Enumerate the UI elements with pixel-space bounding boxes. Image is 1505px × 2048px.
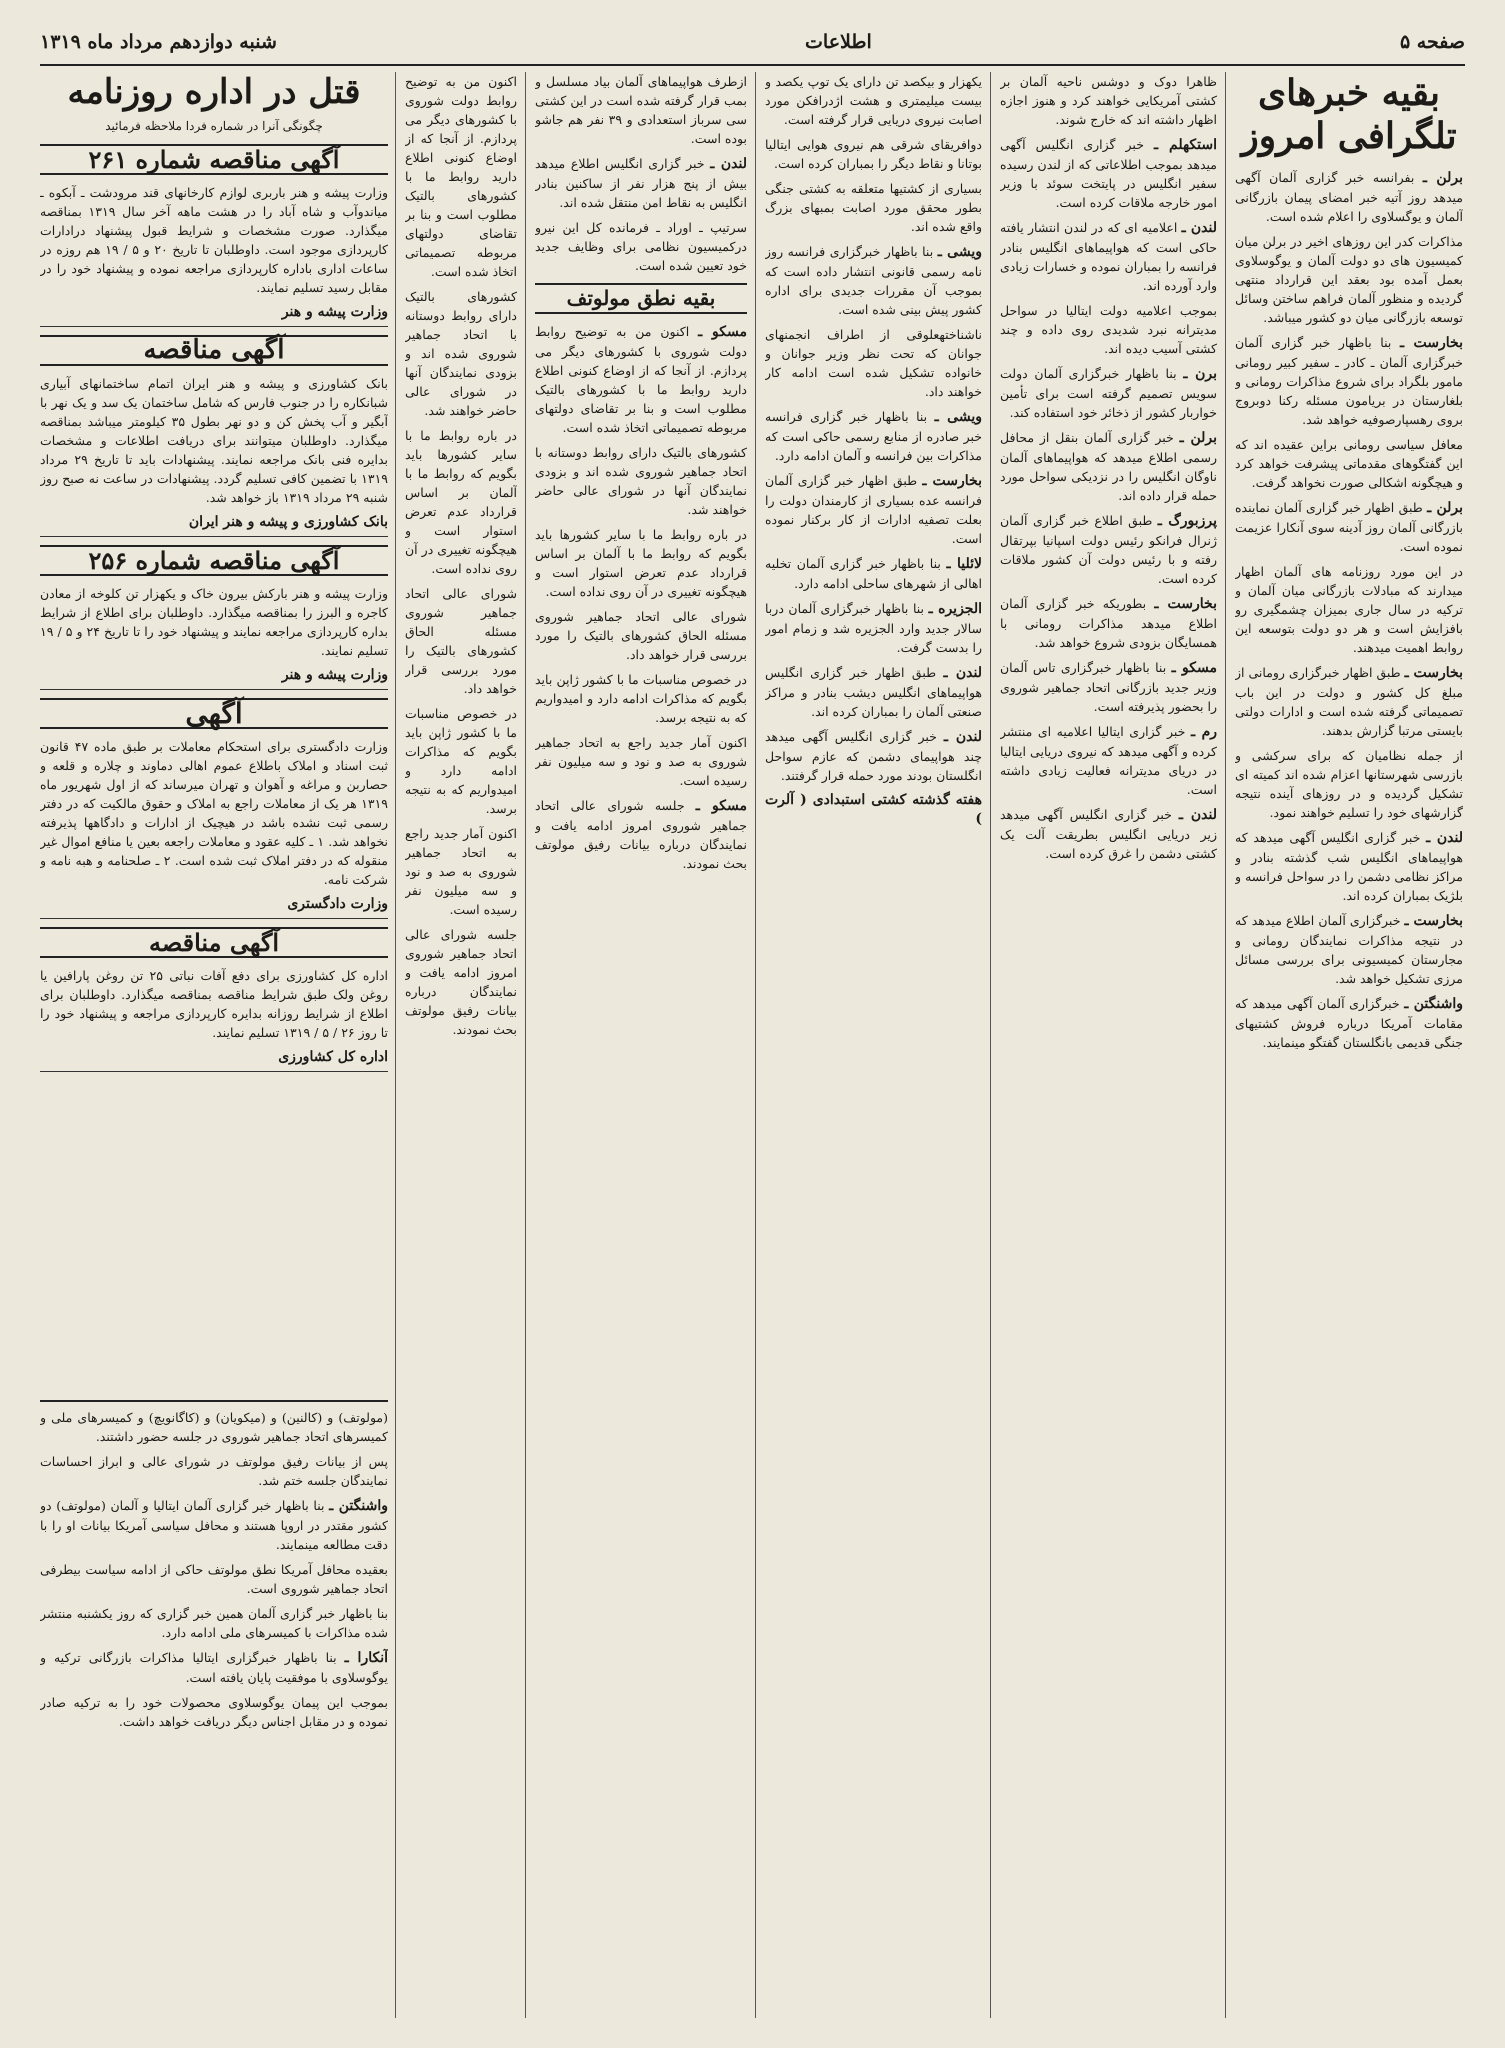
news-item (1235, 746, 1463, 822)
headline-telegraph: بقیه خبرهای تلگرافی امروز (1241, 72, 1457, 158)
news-item (40, 1693, 388, 1731)
news-dateline: مسکو ـ (698, 324, 747, 340)
news-text: کشورهای بالتیک دارای روابط دوستانه با اتحاد جماهیر شوروی شده اند و بزودی نمایندگان آنها در شورای عالی حاضر خواهند شد. (535, 445, 747, 517)
ad5-signature: اداره کل کشاورزی (40, 1048, 388, 1072)
news-text: خبر گزاری ایتالیا اعلامیه ای منتشر کرده و آگهی میدهد که نیروی دریایی ایتالیا در دریای مدیترانه فعالیت زیادی داشته است. (1000, 724, 1217, 797)
news-item (765, 135, 982, 173)
news-dateline: لندن ـ (943, 665, 982, 681)
headline-subtitle: چگونگی آنرا در شماره فردا ملاحظه فرمائید (105, 118, 323, 133)
news-text: بطوریکه خبر گزاری آلمان اطلاع میدهد مذاکرات رومانی با همسایگان بزودی شروع خواهد شد. (1000, 596, 1217, 650)
news-text: طبق اظهار خبر گزاری انگلیس هواپیماهای انگلیس دیشب بنادر و مراکز صنعتی آلمان را بمباران کرده اند. (765, 665, 982, 719)
news-item (405, 287, 517, 420)
column-rule (395, 72, 396, 2018)
news-dateline: استکهلم ـ (1153, 137, 1217, 153)
news-dateline: مسکو ـ (1171, 660, 1217, 676)
ad4-signature: وزارت دادگستری (40, 895, 388, 919)
news-item (765, 599, 982, 657)
news-dateline: لندن ـ (1426, 830, 1463, 847)
news-text: ناشناختهعلوقی از اطراف انجمنهای جوانان که تحت نظر وزیر جوانان و خانواده تشکیل شده است ادامه کار خواهند داد. (765, 327, 982, 399)
news-dateline: لندن ـ (943, 729, 982, 745)
news-text: بسیاری از کشتیها متعلقه به کشتی جنگی بطور محقق مورد اصابت بمبهای بزرگ واقع شده اند. (765, 181, 982, 234)
ad5-body: اداره کل کشاورزی برای دفع آفات نباتی ۲۵ تن روغن پارافین یا روغن ولک طبق شرایط مناقصه بمناقصه میگذارد. داوطلبان برای اطلاع از شرایط روزانه بدایره کارپردازی مراجعه و پیشنهاد خود را تا روز ۲۶ / ۵ / ۱۳۱۹ تسلیم نمایند. (40, 967, 388, 1040)
column-footer: هفته گذشته کشتی استبدادی ( آلرت ) (765, 792, 982, 827)
news-item (1235, 663, 1463, 740)
column-rule (990, 72, 991, 2018)
news-text: بنا باظهار خبرگزاری فرانسه روز نامه رسمی قانونی انتشار داده است که بموجب آن مقررات جدیدی برای اداره کشور پیش بینی شده است. (765, 244, 982, 317)
news-item (1000, 594, 1217, 652)
news-text: ظاهرا دوک و دوشس ناحیه آلمان بر کشتی آمریکایی خواهند کرد و هنوز اجازه اظهار داشته اند که خارج شوند. (1000, 74, 1217, 127)
news-dateline: برن ـ (1183, 366, 1217, 382)
news-item (1235, 498, 1463, 556)
column-telegraph-news (1235, 72, 1463, 2018)
news-dateline: لائلیا ـ (946, 556, 982, 572)
news-text: بموجب این پیمان یوگوسلاوی محصولات خود را به ترکیه صادر نموده و در مقابل اجناس دیگر دریافت خواهد داشت. (40, 1695, 388, 1729)
news-text: در باره روابط ما با سایر کشورها باید بگویم که روابط ما با آلمان بر اساس قرارداد عدم تعرض استوار است و هیچگونه تغییری در آن روی نداده است. (405, 428, 517, 576)
news-item (1235, 333, 1463, 429)
ad2-title: آگهی مناقصه (40, 335, 388, 366)
news-text: اکنون آمار جدید راجع به اتحاد جماهیر شوروی به صد و نود و سه میلیون نفر رسیده است. (405, 826, 517, 917)
news-text: بنا باظهار خبرگزاری تاس آلمان وزیر جدید بازرگانی اتحاد جماهیر شوروی را بحضور پذیرفته است. (1000, 660, 1217, 714)
news-text: خبر گزاری انگلیس آگهی میدهد چند هواپیمای دشمن که عازم سواحل انگلستان بودند مورد حمله قرار گرفتند. (765, 729, 982, 783)
news-dateline: لندن ـ (1178, 807, 1217, 823)
news-dateline: برلن ـ (1427, 500, 1463, 517)
news-item (535, 607, 747, 664)
column-rule (525, 72, 526, 2018)
news-item (40, 1452, 388, 1490)
news-text: اعلامیه ای که در لندن انتشار یافته حاکی است که هواپیماهای انگلیس بنادر فرانسه را بمباران نموده و خسارات زیادی وارد آورده اند. (1000, 220, 1217, 293)
news-text: طبق اطلاع خبر گزاری آلمان ژنرال فرانکو رئیس دولت اسپانیا بپرتقال رفته و با رئیس دولت آن کشور ملاقات کرده است. (1000, 513, 1217, 586)
news-item (1235, 911, 1463, 988)
column-news-5 (40, 1400, 388, 2018)
news-item (40, 1560, 388, 1598)
news-dateline: واشنگتن ـ (329, 1498, 388, 1514)
ad1-title: آگهی مناقصه شماره ۲۶۱ (40, 144, 388, 175)
news-text: بنا باظهار خبرگزاری آلمان دولت سویس تصمیم گرفته است برای تأمین خواربار کشور از ذخائر خود استفاده کند. (1000, 366, 1217, 420)
news-text: طبق اظهار خبر گزاری آلمان فرانسه عده بسیاری از کارمندان دولت را بعلت تصفیه ادارات از کار برکنار نموده است. (765, 473, 982, 546)
news-text: طبق اظهار خبرگزاری رومانی از مبلغ کل کشور و دولت در این باب تصمیماتی گرفته شده است و ادارات دولتی بایستی مرتبا گزارش بدهند. (1235, 665, 1463, 739)
news-text: بنا باظهار خبر گزاری فرانسه خبر صادره از منابع رسمی حاکی است که مذاکرات بین فرانسه و آلمان ادامه دارد. (765, 409, 982, 463)
news-text: بنا باظهار خبر گزاری آلمان خبرگزاری آلمان ـ کادر ـ سفیر کبیر رومانی مامور بلگراد برای شروع مذاکرات رومانی و بلغارستان در بریامون مسئله رکنا دوبروج بروی رهسپارصوفیه خواهد شد. (1235, 335, 1463, 428)
news-item (1235, 435, 1463, 492)
news-text: (مولوتف) و (کالنین) و (میکویان) و (کاگانویچ) و کمیسرهای ملی و کمیسرهای اتحاد جماهیر شوروی در جلسه حضور داشتند. (40, 1410, 388, 1444)
news-text: جلسه شورای عالی اتحاد جماهیر شوروی امروز ادامه یافت و نمایندگان درباره بیانات رفیق مولوتف بحث نمودند. (405, 927, 517, 1037)
news-item (765, 554, 982, 593)
news-dateline: لندن ـ (1181, 220, 1217, 236)
news-dateline: برلن ـ (1422, 170, 1463, 187)
column-news-2 (1000, 72, 1217, 2018)
news-item (765, 242, 982, 319)
news-text: شورای عالی اتحاد جماهیر شوروی مسئله الحاق کشورهای بالتیک را مورد بررسی قرار خواهد داد. (535, 609, 747, 662)
news-item (535, 525, 747, 601)
news-text: پس از بیانات رفیق مولوتف در شورای عالی و ابراز احساسات نمایندگان جلسه ختم شد. (40, 1454, 388, 1488)
news-dateline: برلن ـ (1179, 430, 1217, 446)
newspaper-title: اطلاعات (805, 31, 872, 53)
news-item (1235, 994, 1463, 1052)
news-dateline: پرزبورگ ـ (1157, 513, 1217, 529)
news-text: بنا باظهار خبر گزاری آلمان تخلیه اهالی از شهرهای ساحلی ادامه دارد. (765, 556, 982, 591)
news-item (765, 179, 982, 236)
ad4-title: آگهی (40, 698, 388, 729)
news-item (1000, 218, 1217, 295)
news-item (405, 824, 517, 919)
news-dateline: لندن ـ (710, 156, 747, 172)
news-text: خبر گزاری انگلیس اطلاع میدهد بیش از پنج هزار نفر از ساکنین بنادر انگلیس به نقاط امن منتقل شده اند. (535, 156, 747, 210)
news-item (1000, 72, 1217, 129)
news-text: بنا باظهار خبر گزاری آلمان ایتالیا و آلمان (مولوتف) دو کشور مقتدر در اروپا هستند و محافل سیاسی آمریکا بیانات او را با دقت مطالعه مینمایند. (40, 1498, 388, 1552)
news-dateline: بخارست ـ (1154, 596, 1217, 612)
column-news-3 (765, 72, 982, 2018)
news-text: در باره روابط ما با سایر کشورها باید بگویم که روابط ما با آلمان بر اساس قرارداد عدم تعرض استوار است و هیچگونه تغییری در آن روی نداده است. (535, 527, 747, 599)
ad3-body: وزارت پیشه و هنر بارکش بیرون خاک و یکهزار تن کلوخه از معادن کاجره و البرز را بمناقصه میگذارد. داوطلبان برای اطلاع از شرایط بداره کارپردازی مراجعه نمایند و پیشنهاد خود را تا تاریخ ۲۴ و ۵ / ۱۹ تسلیم نمایند. (40, 585, 388, 658)
news-item (40, 1496, 388, 1554)
ad3-signature: وزارت پیشه و هنر (40, 666, 388, 690)
news-text: در خصوص مناسبات ما با کشور ژاپن باید بگویم که مذاکرات ادامه دارد و امیدواریم که به نتیجه برسد. (535, 672, 747, 725)
news-item (1000, 722, 1217, 799)
headline-murder: قتل در اداره روزنامه (67, 72, 361, 112)
column-news-4 (535, 72, 747, 2018)
news-item (535, 72, 747, 148)
news-item (40, 1604, 388, 1642)
news-item (405, 426, 517, 578)
issue-date: شنبه دوازدهم مرداد ماه ۱۳۱۹ (40, 31, 277, 53)
column-news-narrow (405, 72, 517, 2018)
news-dateline: ویشی ـ (937, 244, 982, 260)
news-item (405, 925, 517, 1039)
news-text: بنا باظهار خبرگزاری آلمان دربا سالار جدید وارد الجزیره شد و زمام امور را بدست گرفت. (765, 601, 982, 655)
news-dateline: بخارست ـ (1399, 335, 1463, 352)
news-item (535, 218, 747, 275)
news-item (765, 325, 982, 401)
news-text: معافل سیاسی رومانی براین عقیده اند که این گفتگوهای مقدماتی پیشرفت خواهد کرد و هیچگونه اشکالی صورت نخواهد گرفت. (1235, 437, 1463, 491)
news-item (405, 72, 517, 281)
news-dateline: مسکو ـ (695, 798, 747, 814)
news-text: خبر گزاری آلمان بنقل از محافل رسمی اطلاع میدهد که هواپیماهای آلمان ناوگان انگلیس را در نزدیکی سواحل مورد حمله قرار داده اند. (1000, 430, 1217, 503)
news-item (1000, 135, 1217, 212)
news-item (765, 407, 982, 465)
news-dateline: رم ـ (1191, 724, 1217, 740)
news-item (1000, 428, 1217, 505)
news-text: در خصوص مناسبات ما با کشور ژاپن باید بگویم که مذاکرات ادامه دارد و امیدواریم که به نتیجه برسد. (405, 706, 517, 816)
column-rule (1225, 72, 1226, 2018)
news-text: یکهزار و بیکصد تن دارای یک توپ یکصد و بیست میلیمتری و هشت اژدرافکن مورد اصابت نیروی دریایی قرار گرفته است. (765, 74, 982, 127)
ad4-body: وزارت دادگستری برای استحکام معاملات بر طبق ماده ۴۷ قانون ثبت اسناد و املاک باطلاع عموم اهالی دماوند و چلاره و قلعه و حصاربن و مراغه و آهوان و تهران میرساند که از اول شهریور ماه ۱۳۱۹ هر یک از معاملات راجع به املاک و حقوق مالکیت که در دفتر رسمی ثبت نشده باشد در هیچیک از ادارات و دادگاهها پذیرفته نخواهد شد. ۱ ـ کلیه عقود و معاملات راجعه بعین یا منافع اموال غیر منقوله که در دفتر املاک ثبت شده است. ۲ ـ صلحنامه و هبه نامه و شرکت نامه. (40, 738, 388, 887)
news-text: خبر گزاری انگلیس آگهی میدهد زیر دریایی انگلیس بطریقت آلت یک کشتی دشمن را غرق کرده است. (1000, 807, 1217, 861)
news-item (1000, 301, 1217, 358)
ad3-title: آگهی مناقصه شماره ۲۵۶ (40, 545, 388, 576)
news-dateline: الجزیره ـ (928, 601, 982, 617)
ad1-signature: وزارت پیشه و هنر (40, 303, 388, 327)
news-item (765, 72, 982, 129)
news-text: اکنون من به توضیح روابط دولت شوروی با کشورهای دیگر می پردازم. از آنجا که از اوضاع کنونی اطلاع دارید روابط ما با کشورهای بالتیک مطلوب است و بنا بر تقاضای دولتهای مربوطه تصمیماتی اتخاذ شده است. (405, 74, 517, 279)
news-item (535, 443, 747, 519)
news-item (1235, 562, 1463, 657)
news-text: خبر گزاری انگلیس آگهی میدهد بموجب اطلاعاتی که از لندن رسیده سفیر انگلیس در پایتخت سوئد با وزیر امور خارجه ملاقات کرده است. (1000, 137, 1217, 210)
news-item (535, 670, 747, 727)
news-text: ازطرف هواپیماهای آلمان بیاد مسلسل و بمب قرار گرفته شده است در این کشتی سی سرباز استعدادی و ۳۹ نفر هم جاشو بوده است. (535, 74, 747, 146)
news-text: بموجب اعلامیه دولت ایتالیا در سواحل مدیترانه نبرد شدیدی روی داده و چند کشتی آسیب دیده اند. (1000, 303, 1217, 356)
news-text: شورای عالی اتحاد جماهیر شوروی مسئله الحاق کشورهای بالتیک را مورد بررسی قرار خواهد داد. (405, 586, 517, 696)
column-rule (755, 72, 756, 2018)
news-item (1235, 828, 1463, 905)
page-number: صفحه ۵ (1399, 31, 1465, 53)
news-item (40, 1408, 388, 1446)
news-item (535, 796, 747, 873)
news-dateline: بخارست ـ (1404, 665, 1463, 682)
news-item (535, 322, 747, 437)
news-item (1000, 511, 1217, 588)
news-text: کشورهای بالتیک دارای روابط دوستانه با اتحاد جماهیر شوروی شده اند و بزودی نمایندگان آنها در شورای عالی حاضر خواهند شد. (405, 289, 517, 418)
news-dateline: آنکارا ـ (344, 1650, 388, 1666)
news-item (765, 727, 982, 785)
news-item (535, 733, 747, 790)
ad2-body: بانک کشاورزی و پیشه و هنر ایران اتمام ساختمانهای آبیاری شبانکاره را در جنوب فارس که شامل ساختمان یک سد و یک نهر با آبگیر و آب پخش کن و دو نهر بطول ۳۵ کیلومتر میباشد بمناقصه میگذارد. داوطلبان میتوانند برای دریافت اطلاعات و مشخصات بدایره فنی بانک مراجعه نمایند. پیشنهادات باید تا تاریخ ۲۹ مرداد ۱۳۱۹ با تضمین کافی تسلیم گردد. پیشنهادات در ساعت نه صبح روز شنبه ۲۹ مرداد ۱۳۱۹ باز خواهد شد. (40, 375, 388, 505)
news-text: طبق اظهار خبر گزاری آلمان نماینده بازرگانی آلمان روز آدینه سوی آنکارا عزیمت نموده است. (1235, 500, 1463, 555)
ad5-title: آگهی مناقصه (40, 927, 388, 958)
ad1-body: وزارت پیشه و هنر باربری لوازم کارخانهای قند مرودشت ـ آبکوه ـ میاندوآب و شاه آباد را در هشت ماهه آخر سال ۱۳۱۹ بمناقصه میگذارد. صورت مشخصات و شرایط قبول پیشنهاد درادارات کارپردازی موجود است. داوطلبان تا تاریخ ۲۰ و ۵ / ۱۹ هم روزه در ساعات اداری باداره کارپردازی مراجعه نموده و پیشنهاد خود را در مقابل رسید تسلیم نمایند. (40, 184, 388, 295)
news-item (765, 663, 982, 721)
news-item (535, 154, 747, 212)
news-text: بفرانسه خبر گزاری آلمان آگهی میدهد روز آتیه خبر امضای پیمان بازرگانی آلمان و یوگسلاوی را اعلام شده است. (1235, 170, 1463, 225)
section-molotov-speech: بقیه نطق مولوتف (535, 283, 747, 314)
news-item (1000, 805, 1217, 863)
news-item (405, 704, 517, 818)
news-item (40, 1648, 388, 1687)
news-item (765, 471, 982, 548)
masthead (40, 20, 1465, 66)
news-item (1000, 364, 1217, 422)
news-text: اکنون من به توضیح روابط دولت شوروی با کشورهای دیگر می پردازم. از آنجا که از اوضاع کنونی اطلاع دارید روابط ما با کشورهای بالتیک مطلوب است و بنا بر تقاضای دولتهای مربوطه تصمیماتی اتخاذ شده است. (535, 324, 747, 435)
news-text: خبر گزاری انگلیس آگهی میدهد که هواپیماهای انگلیس شب گذشته بنادر و مراکز نظامی دشمن را در سواحل فرانسه و بلژیک بمباران کرده اند. (1235, 830, 1463, 904)
news-text: خبرگزاری آلمان آگهی میدهد که مقامات آمریکا درباره فروش کشتیهای جنگی قدیمی بانگلستان گفتگو مینمایند. (1235, 996, 1463, 1051)
news-text: از جمله نظامیان که برای سرکشی و بازرسی شهرستانها اعزام شده اند کمیته ای تشکیل گردیده و در روزهای آینده نتیجه گزارشهای خود را تسلیم خواهند نمود. (1235, 748, 1463, 821)
news-text: خبرگزاری آلمان اطلاع میدهد که در نتیجه مذاکرات نمایندگان رومانی و مجارستان کمیسیونی برای بررسی مسائل مرزی تشکیل خواهد شد. (1235, 913, 1463, 987)
news-dateline: بخارست ـ (1404, 913, 1463, 930)
news-text: سرتیپ ـ اوراد ـ فرمانده کل این نیرو درکمیسیون نظامی برای وظایف جدید خود تعیین شده است. (535, 220, 747, 273)
news-item (1000, 658, 1217, 716)
news-dateline: ویشی ـ (934, 409, 982, 425)
ad2-signature: بانک کشاورزی و پیشه و هنر ایران (40, 513, 388, 537)
news-item (1235, 232, 1463, 327)
news-text: جلسه شورای عالی اتحاد جماهیر شوروی امروز ادامه یافت و نمایندگان درباره بیانات رفیق مولوتف بحث نمودند. (535, 798, 747, 871)
news-item (405, 584, 517, 698)
news-text: دوافریقای شرقی هم نیروی هوایی ایتالیا بوتانا و نقاط دیگر را بمباران کرده است. (765, 137, 982, 171)
news-text: اکنون آمار جدید راجع به اتحاد جماهیر شوروی به صد و نود و سه میلیون نفر رسیده است. (535, 735, 747, 788)
news-text: بنا باظهار خبرگزاری ایتالیا مذاکرات بازرگانی ترکیه و یوگوسلاوی با موفقیت پایان یافته است. (40, 1650, 388, 1685)
news-item (1235, 168, 1463, 226)
news-text: بعقیده محافل آمریکا نطق مولوتف حاکی از ادامه سیاست بیطرفی اتحاد جماهیر شوروی است. (40, 1562, 388, 1596)
news-text: در این مورد روزنامه های آلمان اظهار میدارند که مبادلات بازرگانی میان آلمان و ترکیه در سال جاری بمیزان چشمگیری رو بافزایش است و هر دو دولت بتوسعه این روابط اهمیت میدهند. (1235, 564, 1463, 656)
news-dateline: بخارست ـ (922, 473, 982, 489)
news-dateline: واشنگتن ـ (1404, 996, 1463, 1013)
news-text: بنا باظهار خبر گزاری آلمان همین خبر گزاری که روز یکشنبه منتشر شده مذاکرات با کمیسرهای ملی ادامه دارد. (40, 1606, 388, 1640)
news-text: مذاکرات کدر این روزهای اخیر در برلن میان کمیسیون های دو دولت آلمان و یوگوسلاوی بعمل آمده بود بعقد این قرارداد منتهی گردیده و منظور آلمان فراهم ساختن وسائل توسعه بازرگانی میان دو کشور میباشد. (1235, 234, 1463, 326)
